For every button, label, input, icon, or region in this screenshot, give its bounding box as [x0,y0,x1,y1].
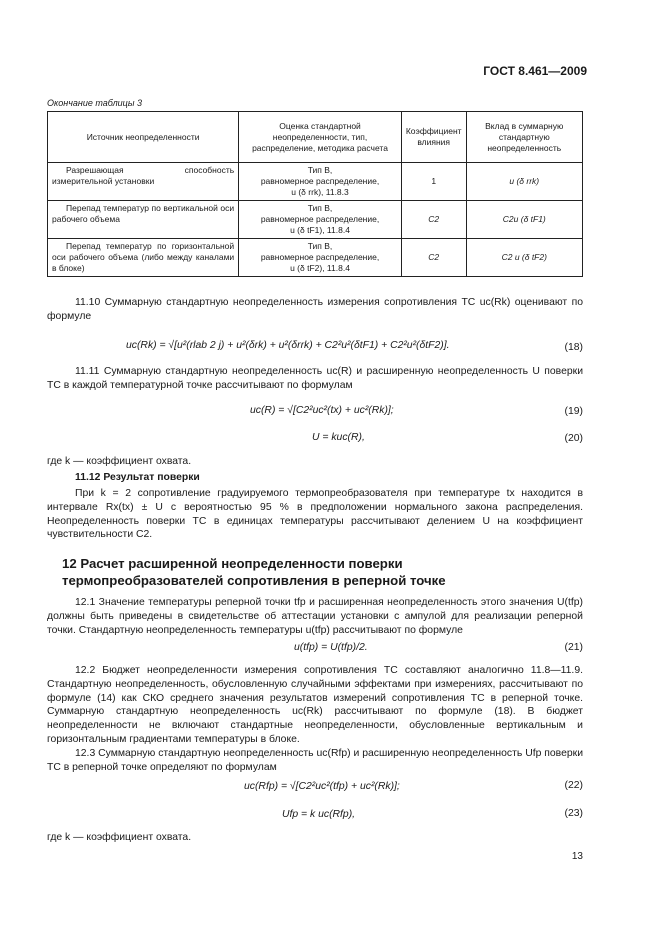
equation-number: (19) [564,406,583,417]
paragraph-11-12: При k = 2 сопротивление градуируемого термопреобразователя при температуре tx находится в интервале Rx(tx) ± U с вероятностью 95 % в предположении нормального закона распределения. Неопределенность поверки ТС в единицах температуры рассчитывают делением U на коэффициент чувствительности C2. [47,488,583,541]
equation-number: (22) [564,780,583,791]
heading-line: 12 Расчет расширенной неопределенности поверки [62,556,403,571]
equation-number: (20) [564,433,583,444]
equation-number: (21) [564,642,583,653]
cell-contribution: u (δ rrk) [466,163,582,201]
formula-23: Ufp = k uc(Rfp), [282,809,356,820]
coverage-note: где k — коэффициент охвата. [47,832,192,843]
cell-estimate [239,239,402,277]
uncertainty-table [47,111,583,277]
paragraph-11-11: 11.11 Суммарную стандартную неопределенность uc(R) и расширенную неопределенность U поверки ТС в каждой температурной точке рассчитывают по формулам [47,366,583,391]
col-header: Коэффициент влияния [401,112,466,163]
paragraph-12-1: 12.1 Значение температуры реперной точки tfp и расширенная неопределенность этого значения U(tfp) должны быть приведены в свидетельстве об аттестации установки с ампулой для реализации реперной точки. Стандартную неопределенность температуры u(tfp) рассчитывают по формуле [47,597,583,636]
formula-18: uc(Rk) = √[u²(rlab 2 j) + u²(δrk) + u²(δrrk) + C2²u²(δtF1) + C2²u²(δtF2)]. [126,340,450,351]
estimate-line: Тип В, [307,203,333,213]
table-caption: Окончание таблицы 3 [47,98,142,108]
cell-contribution: C2 u (δ tF2) [466,239,582,277]
table-row [48,201,583,239]
estimate-line: Тип В, [307,241,333,251]
table-row [48,239,583,277]
estimate-line: u (δ rrk), 11.8.3 [291,187,349,197]
cell-estimate [239,201,402,239]
cell-coef: C2 [401,239,466,277]
cell-coef: 1 [401,163,466,201]
col-header: Источник неопределенности [48,112,239,163]
estimate-line: u (δ tF2), 11.8.4 [290,263,350,273]
cell-source: Перепад температур по вертикальной оси рабочего объема [48,201,239,239]
cell-contribution: C2u (δ tF1) [466,201,582,239]
cell-estimate [239,163,402,201]
estimate-line: равномерное распределение, [260,214,380,224]
cell-source: Перепад температур по горизонтальной оси рабочего объема (либо между каналами в блоке) [48,239,239,277]
paragraph-12-3: 12.3 Суммарную стандартную неопределенность uc(Rfp) и расширенную неопределенность Ufp поверки ТС в реперной точке определяют по формулам [47,748,583,773]
paragraph-12-2: 12.2 Бюджет неопределенности измерения сопротивления ТС составляют аналогично 11.8—11.9. Стандартную неопределенность, обусловленную случайными эффектами при измерениях, рассчитывают по формуле (14) как СКО среднего значения результатов измерений сопротивления ТС в реперной точке. Суммарную стандартную неопределенность uc(Rk) рассчитывают по формуле (18). В бюджет неопределенности не включают стандартные неопределенности, обусловленные вертикальным и горизонтальным градиентами температуры в блоке. [47,665,583,745]
formula-19: uc(R) = √[C2²uc²(tx) + uc²(Rk)]; [250,405,394,416]
section-heading [62,555,562,589]
table-header-row [48,112,583,163]
formula-22: uc(Rfp) = √[C2²uc²(tfp) + uc²(Rk)]; [244,781,400,792]
cell-source: Разрешающая способность измерительной установки [48,163,239,201]
formula-21: u(tfp) = U(tfp)/2. [294,642,368,653]
col-header: Вклад в суммарную стандартную неопределенность [466,112,582,163]
paragraph-11-10: 11.10 Суммарную стандартную неопределенность измерения сопротивления ТС uc(Rk) оценивают по формуле [47,297,583,322]
equation-number: (18) [564,342,583,353]
estimate-line: равномерное распределение, [260,176,380,186]
standard-code: ГОСТ 8.461—2009 [483,64,587,78]
coverage-note: где k — коэффициент охвата. [47,456,192,467]
formula-20: U = kuc(R), [312,432,365,443]
estimate-line: u (δ tF1), 11.8.4 [290,225,350,235]
equation-number: (23) [564,808,583,819]
heading-line: термопреобразователей сопротивления в реперной точке [62,573,446,588]
page-number: 13 [571,851,583,862]
estimate-line: Тип В, [307,165,333,175]
estimate-line: равномерное распределение, [260,252,380,262]
col-header: Оценка стандартной неопределенности, тип, распределение, методика расчета [239,112,402,163]
table-row [48,163,583,201]
subsection-title: 11.12 Результат поверки [75,472,200,483]
cell-coef: C2 [401,201,466,239]
